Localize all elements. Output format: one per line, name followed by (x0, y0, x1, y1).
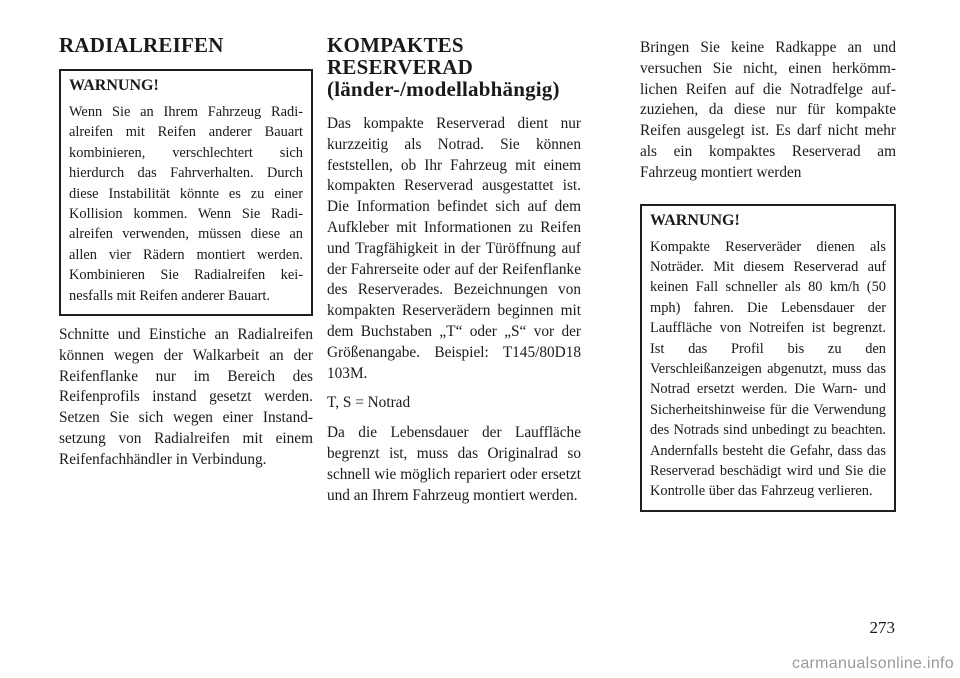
warning-title: WARNUNG! (650, 211, 740, 229)
section-heading-kompaktes-reserverad (327, 34, 581, 100)
body-paragraph: Schnitte und Einstiche an Radialreifen können wegen der Walkarbeit an der Reifenflanke nur im Bereich des Reifenprofils instand gesetzt werden. Setzen Sie sich wegen einer Instandsetzung von Radialreifen mit einem Reifenfachhändler in Verbindung. (59, 326, 313, 468)
warning-box (640, 204, 896, 512)
warning-text: Wenn Sie an Ihrem Fahrzeug Radialreifen mit Reifen anderer Bauart kombinieren, verschlechtert sich hierdurch das Fahrverhalten. Durch diese Instabilität könnte es zu einer Kollision kommen. Wenn Sie Radialreifen verwenden, müssen diese an allen vier Rädern montiert werden. Kombinieren Sie Radialreifen keinesfalls mit Reifen anderer Bauart. (69, 104, 303, 304)
watermark: carmanualsonline.info (792, 655, 954, 672)
body-paragraph: Das kompakte Reserverad dient nur kurzzeitig als Notrad. Sie können feststellen, ob Ihr Fahrzeug mit einem kompakten Reserverad ausgestattet ist. Die Information befindet sich auf dem Aufkleber mit Informationen zu Reifen und Tragfähigkeit in der Türöffnung auf der Fahrerseite oder auf der Reifenflanke des Reserverades. Bezeichnungen von kompakten Reserverädern beginnen mit dem Buchstaben „T“ oder „S“ vor der Größenangabe. Beispiel: T145/80D18 103M. (327, 115, 581, 382)
body-paragraph: Bringen Sie keine Radkappe an und versuchen Sie nicht, einen herkömmlichen Reifen auf die Notradfelge aufzuziehen, da diese nur für kompakte Reifen ausgelegt ist. Es darf nicht mehr als ein kompaktes Reserverad am Fahrzeug montiert werden (640, 39, 896, 181)
heading-line-3: (länder-/modellabhängig) (327, 77, 560, 101)
column-radialreifen (59, 34, 313, 480)
heading-line-1: KOMPAKTES (327, 33, 464, 57)
section-heading-radialreifen: RADIALREIFEN (59, 33, 224, 57)
column-kompaktes-reserverad (327, 34, 581, 515)
page-number: 273 (869, 618, 895, 637)
warning-text: Kompakte Reserveräder dienen als Noträder. Mit diesem Reserverad auf keinen Fall schneller als 80 km/h (50 mph) fahren. Die Lebensdauer der Lauffläche von Notreifen ist begrenzt. Ist das Profil bis zu den Verschleißanzeigen abgenutzt, muss das Notrad ersetzt werden. Die Warn- und Sicherheitshinweise für die Verwendung des Notrads sind unbedingt zu beachten. Andernfalls besteht die Gefahr, dass das Reserverad beschädigt wird und Sie die Kontrolle über das Fahrzeug verlieren. (650, 238, 886, 500)
warning-box (59, 69, 313, 316)
warning-title: WARNUNG! (69, 77, 159, 94)
body-paragraph: Da die Lebensdauer der Lauffläche begrenzt ist, muss das Originalrad so schnell wie möglich repariert oder ersetzt und an Ihrem Fahrzeug montiert werden. (327, 424, 581, 504)
body-paragraph: T, S = Notrad (327, 394, 411, 412)
heading-line-2: RESERVERAD (327, 55, 473, 79)
column-continued (640, 38, 896, 521)
